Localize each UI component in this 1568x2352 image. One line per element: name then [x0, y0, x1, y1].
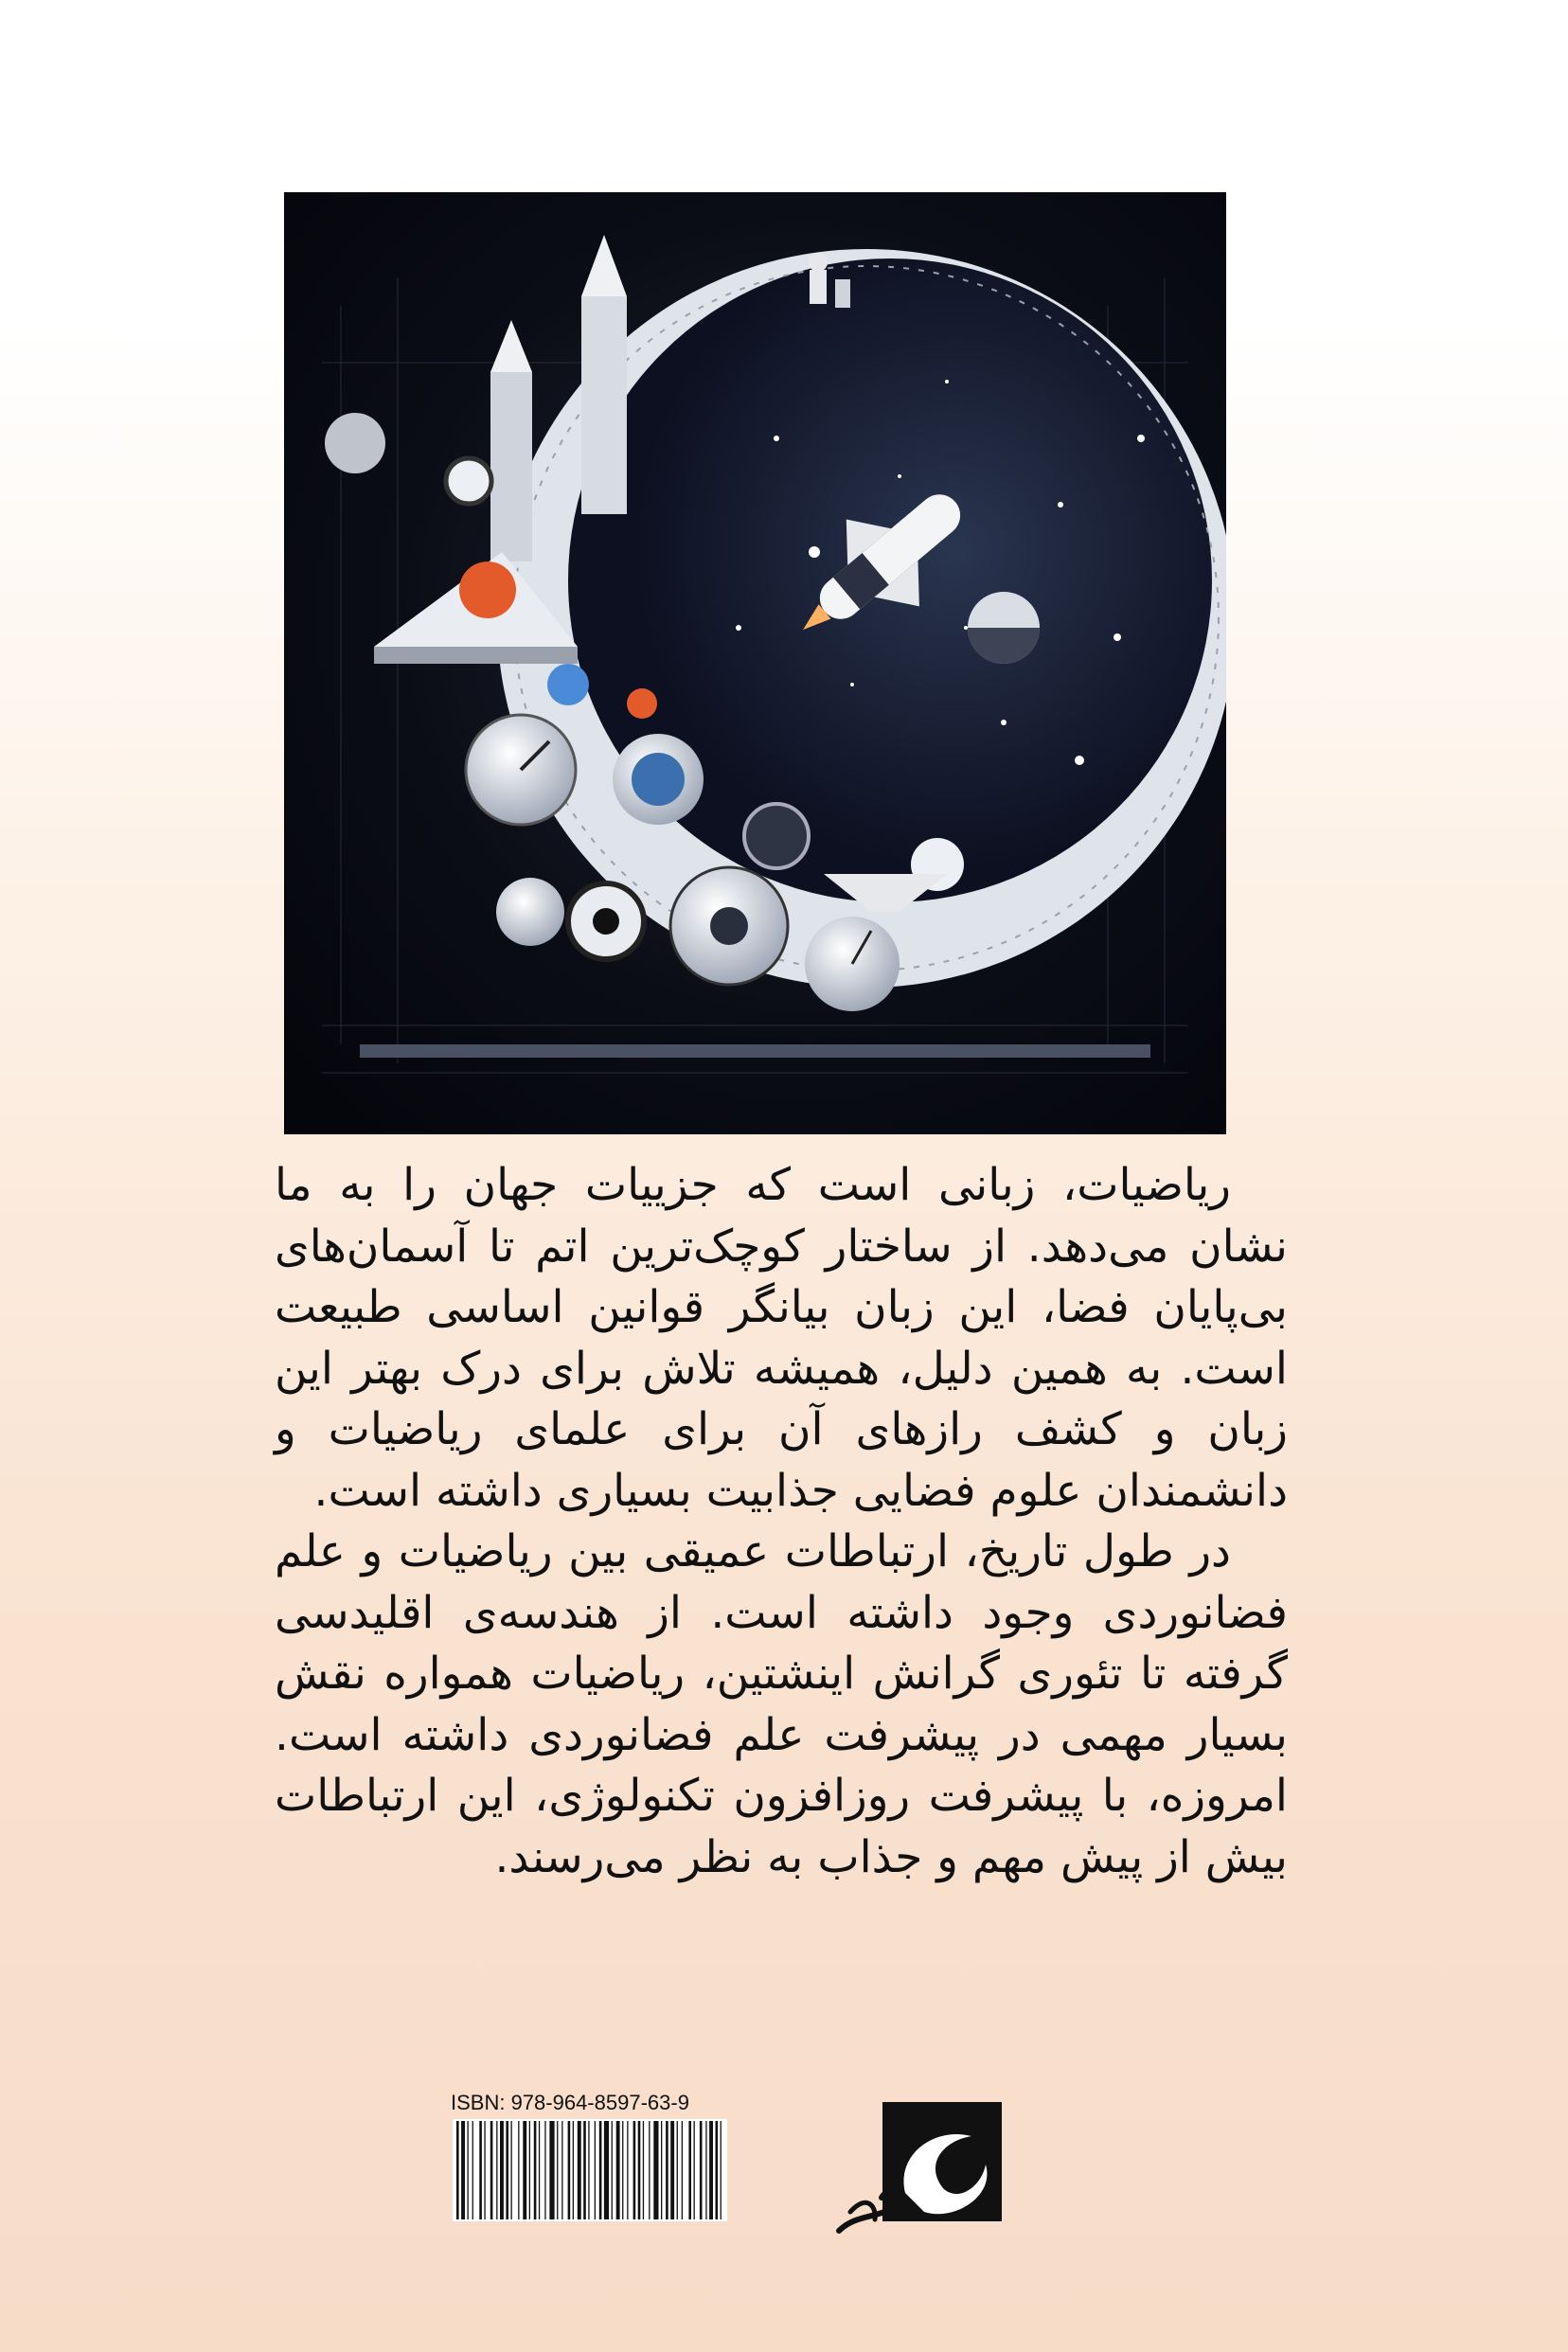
isbn-label: ISBN: 978-964-8597-63-9 [451, 2091, 689, 2114]
publisher-logo [829, 2098, 1006, 2238]
space-math-collage-icon [284, 192, 1226, 1134]
back-cover-blurb [275, 1155, 1288, 1888]
blurb-paragraph-1: ریاضیات، زبانی است که جزییات جهان را به ما نشان می‌دهد. از ساختار کوچک‌ترین اتم تا آسمان‌های بی‌پایان فضا، این زبان بیانگر قوانین اساسی طبیعت است. به همین دلیل، همیشه تلاش برای درک بهتر این زبان و کشف رازهای آن برای علمای ریاضیات و دانشمندان علوم فضایی جذابیت بسیاری داشته است. [275, 1159, 1288, 1517]
blurb-paragraph-2: در طول تاریخ، ارتباطات عمیقی بین ریاضیات و علم فضانوردی وجود داشته است. از هندسه‌ی اقلیدسی گرفته تا تئوری گرانش اینشتین، ریاضیات همواره نقش بسیار مهمی در پیشرفت علم فضانوردی داشته است. امروزه، با پیشرفت روزافزون تکنولوژی، این ارتباطات بیش از پیش مهم و جذاب به نظر می‌رسند. [275, 1525, 1288, 1883]
publisher-logo-icon [829, 2098, 1006, 2238]
cover-artwork [284, 192, 1226, 1134]
isbn-barcode-icon [453, 2119, 727, 2221]
